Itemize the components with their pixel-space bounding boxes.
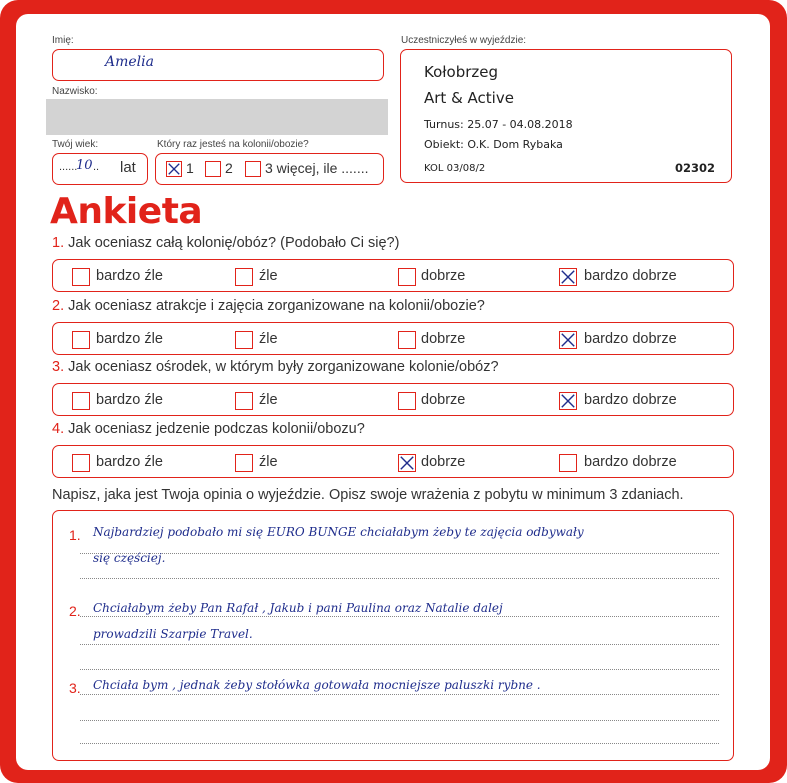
opinion-line: Chciała bym , jednak żeby stołówka gotowała mocniejsze paluszki rybne . — [93, 678, 541, 692]
question-label: Jak oceniasz atrakcje i zajęcia zorganizowane na kolonii/obozie? — [68, 298, 485, 314]
check-x-icon — [167, 162, 181, 176]
check-x-icon — [560, 332, 576, 348]
camp-count-option-3: 3 więcej, ile ....... — [265, 160, 369, 176]
rating-option-label: bardzo dobrze — [584, 268, 677, 284]
rating-checkbox[interactable] — [398, 454, 416, 472]
rating-option-label: dobrze — [421, 268, 466, 284]
trip-number: 02302 — [674, 161, 715, 175]
camp-count-label: Który raz jesteś na kolonii/obozie? — [157, 139, 309, 150]
trip-code: KOL 03/08/2 — [424, 163, 486, 174]
question-label: Jak oceniasz całą kolonię/obóz? (Podobało Ci się?) — [68, 235, 400, 251]
rating-option-label: bardzo dobrze — [584, 331, 677, 347]
rating-checkbox[interactable] — [398, 392, 416, 410]
rating-checkbox[interactable] — [398, 331, 416, 349]
rating-option-label: bardzo dobrze — [584, 392, 677, 408]
rating-checkbox[interactable] — [235, 268, 253, 286]
opinion-number-2: 2. — [69, 603, 81, 619]
check-x-icon — [399, 455, 415, 471]
rating-option-label: bardzo źle — [96, 331, 163, 347]
question-number: 2. — [52, 298, 65, 314]
rating-option-label: dobrze — [421, 454, 466, 470]
opinion-line: Najbardziej podobało mi się EURO BUNGE chciałabym żeby te zajęcia odbywały — [93, 525, 584, 539]
rating-option-label: źle — [259, 454, 278, 470]
question-text-2 — [52, 298, 485, 314]
question-text-4 — [52, 421, 365, 437]
rating-option-label: dobrze — [421, 392, 466, 408]
check-x-icon — [560, 393, 576, 409]
rating-option-label: bardzo dobrze — [584, 454, 677, 470]
rating-checkbox[interactable] — [72, 454, 90, 472]
question-number: 1. — [52, 235, 65, 251]
question-number: 4. — [52, 421, 65, 437]
question-number: 3. — [52, 359, 65, 375]
writing-line — [80, 743, 719, 744]
camp-count-option-2: 2 — [225, 160, 233, 176]
rating-checkbox[interactable] — [559, 392, 577, 410]
first-name-value: Amelia — [105, 54, 154, 70]
age-unit: lat — [120, 159, 136, 176]
rating-checkbox[interactable] — [559, 268, 577, 286]
camp-count-checkbox-2[interactable] — [205, 161, 221, 177]
trip-info-box — [400, 49, 732, 183]
check-x-icon — [560, 269, 576, 285]
trip-turnus: Turnus: 25.07 - 04.08.2018 — [424, 118, 573, 131]
rating-checkbox[interactable] — [72, 331, 90, 349]
rating-checkbox[interactable] — [559, 331, 577, 349]
opinion-prompt: Napisz, jaka jest Twoja opinia o wyjeździe. Opisz swoje wrażenia z pobytu w minimum 3 zdaniach. — [52, 487, 684, 503]
first-name-field[interactable] — [52, 49, 384, 81]
page-title: Ankieta — [50, 191, 203, 232]
opinion-line: prowadzili Szarpie Travel. — [93, 627, 253, 641]
rating-checkbox[interactable] — [72, 268, 90, 286]
rating-option-label: bardzo źle — [96, 454, 163, 470]
trip-place: Kołobrzeg — [424, 63, 499, 81]
writing-line — [80, 644, 719, 645]
rating-checkbox[interactable] — [235, 392, 253, 410]
question-label: Jak oceniasz ośrodek, w którym były zorganizowane kolonie/obóz? — [68, 359, 499, 375]
question-text-3 — [52, 359, 499, 375]
rating-option-label: źle — [259, 392, 278, 408]
camp-count-checkbox-1[interactable] — [166, 161, 182, 177]
writing-line — [80, 720, 719, 721]
writing-line — [80, 669, 719, 670]
opinion-number-3: 3. — [69, 680, 81, 696]
writing-line — [80, 578, 719, 579]
rating-option-label: bardzo źle — [96, 268, 163, 284]
rating-option-label: bardzo źle — [96, 392, 163, 408]
age-value: 10 — [76, 158, 93, 173]
rating-option-label: dobrze — [421, 331, 466, 347]
age-label: Twój wiek: — [52, 139, 99, 150]
camp-count-option-1: 1 — [186, 160, 194, 176]
rating-checkbox[interactable] — [559, 454, 577, 472]
first-name-label: Imię: — [52, 35, 74, 46]
opinion-line: Chciałabym żeby Pan Rafał , Jakub i pani Paulina oraz Natalie dalej — [93, 601, 503, 615]
last-name-redacted — [46, 99, 388, 135]
opinion-box[interactable] — [52, 510, 734, 761]
writing-line — [80, 553, 719, 554]
trip-label: Uczestniczyłeś w wyjeździe: — [401, 35, 527, 46]
opinion-number-1: 1. — [69, 527, 81, 543]
opinion-line: się częściej. — [93, 551, 166, 565]
age-field[interactable] — [52, 153, 148, 185]
camp-count-checkbox-3[interactable] — [245, 161, 261, 177]
question-text-1 — [52, 235, 399, 251]
rating-checkbox[interactable] — [72, 392, 90, 410]
last-name-label: Nazwisko: — [52, 86, 98, 97]
writing-line — [80, 616, 719, 617]
rating-checkbox[interactable] — [398, 268, 416, 286]
rating-option-label: źle — [259, 331, 278, 347]
rating-option-label: źle — [259, 268, 278, 284]
age-dots-left: ...... — [59, 161, 78, 173]
trip-obiekt: Obiekt: O.K. Dom Rybaka — [424, 138, 563, 151]
camp-count-field — [155, 153, 384, 185]
rating-checkbox[interactable] — [235, 331, 253, 349]
question-label: Jak oceniasz jedzenie podczas kolonii/obozu? — [68, 421, 365, 437]
age-dots-right: .. — [93, 161, 100, 173]
rating-checkbox[interactable] — [235, 454, 253, 472]
writing-line — [80, 694, 719, 695]
trip-program: Art & Active — [424, 89, 514, 107]
